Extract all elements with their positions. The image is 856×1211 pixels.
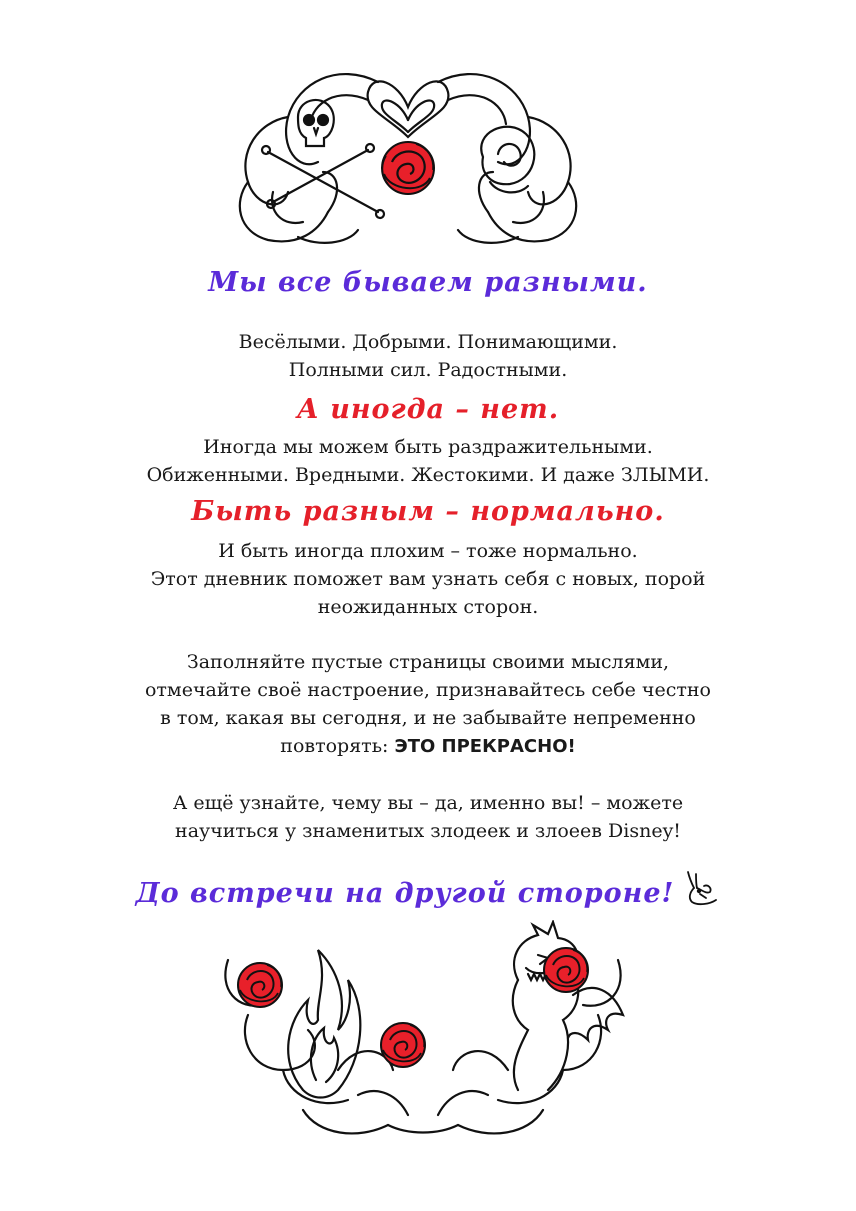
heading-we-are-all-different: Мы все бываем разными. — [208, 267, 648, 298]
bottom-ornament-icon — [208, 920, 638, 1142]
heading-sometimes-not: А иногда – нет. — [296, 394, 560, 425]
text-line: научиться у знаменитых злодеек и злоеев Disney! — [175, 820, 681, 842]
text-line: Иногда мы можем быть раздражительными. — [203, 436, 653, 458]
raven-icon — [680, 870, 720, 908]
signoff-text: До встречи на другой стороне! — [135, 878, 675, 909]
paragraph-negative-traits — [0, 433, 856, 489]
paragraph-positive-traits — [0, 328, 856, 384]
top-ornament-icon — [228, 62, 588, 248]
paragraph-fill-pages — [0, 648, 856, 761]
paragraph-learn-from-villains — [0, 789, 856, 845]
text-line: Весёлыми. Добрыми. Понимающими. — [238, 331, 618, 353]
signoff-line — [0, 870, 856, 909]
text-line: в том, какая вы сегодня, и не забывайте непременно — [160, 707, 696, 729]
text-line — [0, 732, 856, 761]
heading-being-different-is-normal: Быть разным – нормально. — [191, 496, 665, 527]
text-line: отмечайте своё настроение, признавайтесь себе честно — [144, 679, 711, 701]
text-line: Обиженными. Вредными. Жестокими. И даже ЗЛЫМИ. — [146, 464, 710, 486]
emphasis-its-wonderful: ЭТО ПРЕКРАСНО! — [394, 736, 576, 757]
text-line: Заполняйте пустые страницы своими мыслями, — [186, 651, 670, 673]
text-line: И быть иногда плохим – тоже нормально. — [218, 540, 638, 562]
text-line: Этот дневник поможет вам узнать себя с новых, порой — [150, 568, 706, 590]
text-line: неожиданных сторон. — [317, 596, 539, 618]
text-line: А ещё узнайте, чему вы – да, именно вы! – можете — [172, 792, 684, 814]
paragraph-diary-intro — [0, 537, 856, 621]
text-line: Полными сил. Радостными. — [288, 359, 568, 381]
text-prefix: повторять: — [280, 735, 395, 757]
